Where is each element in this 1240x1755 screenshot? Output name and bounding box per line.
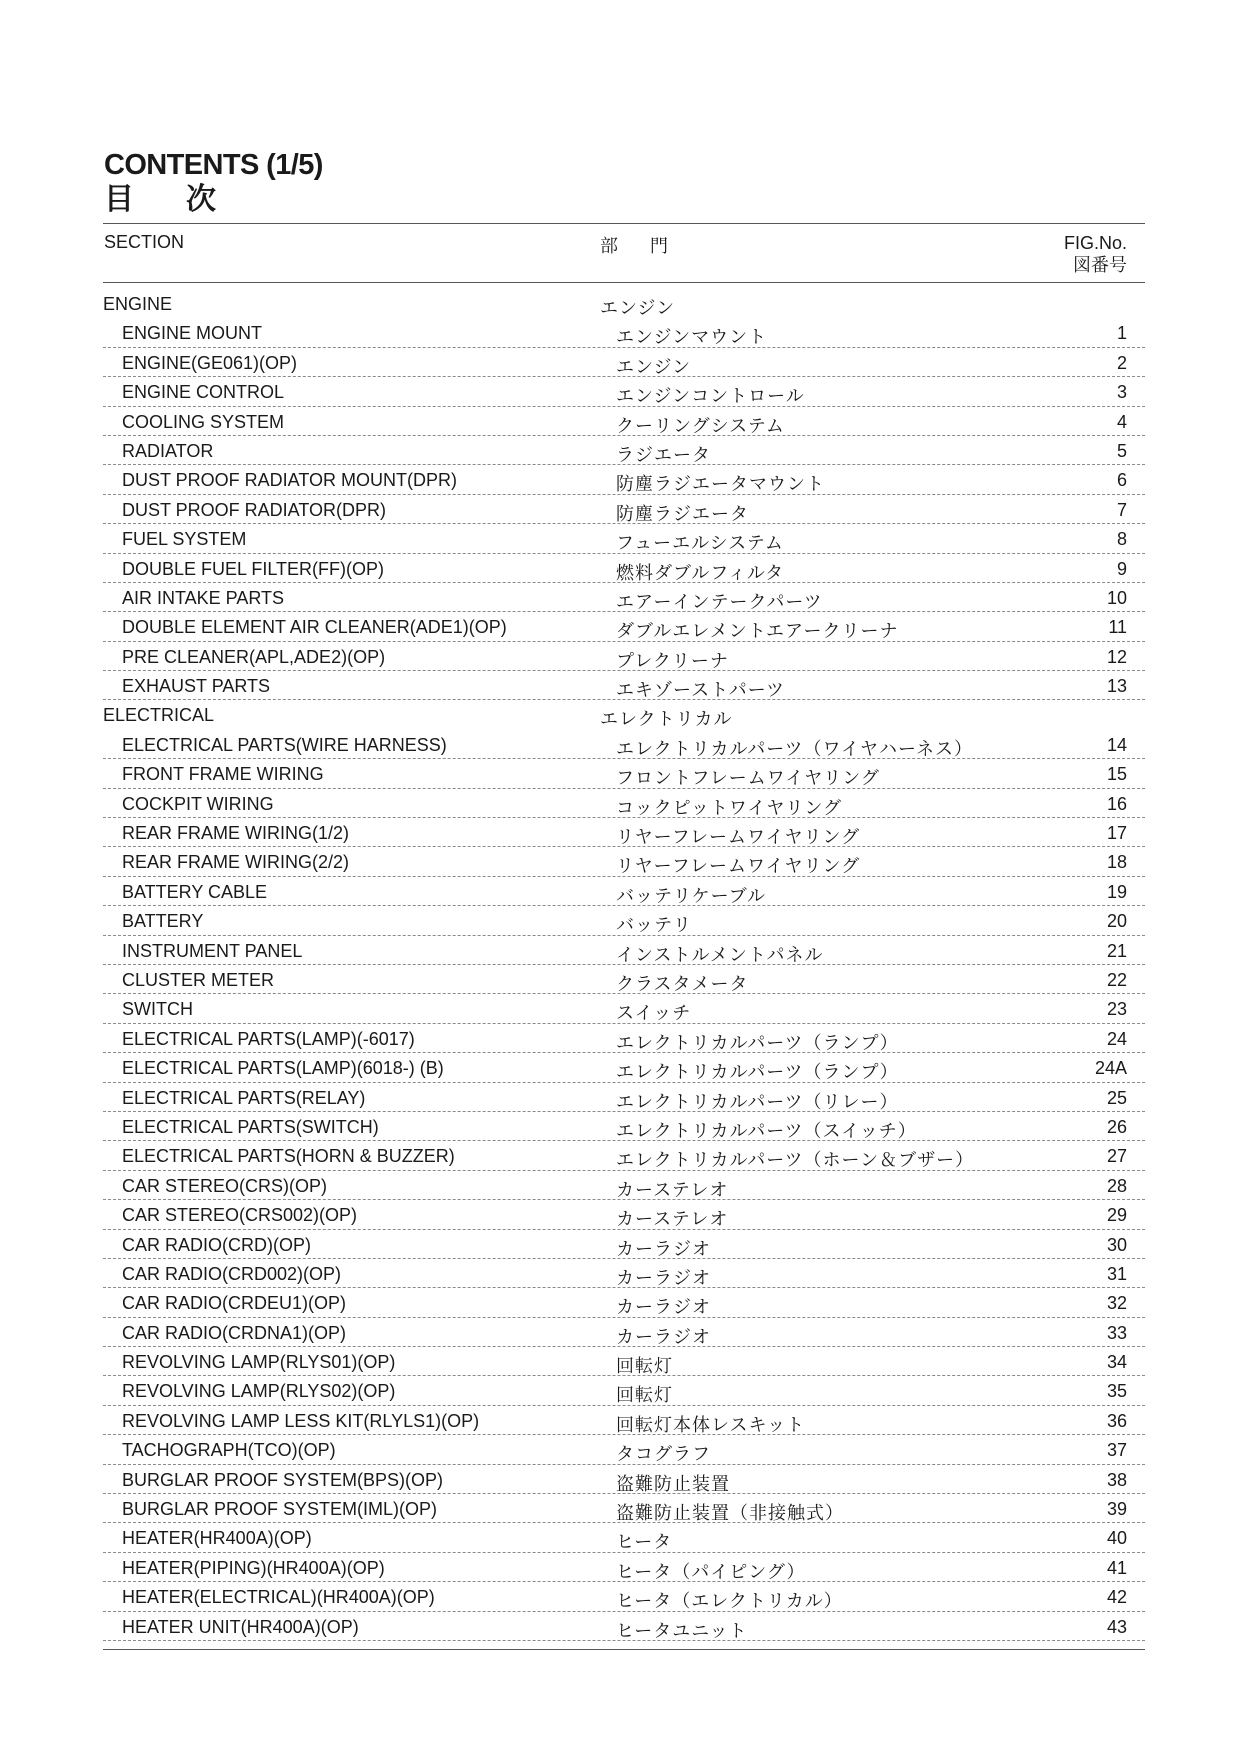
entry-japanese-label: 回転灯 — [616, 1385, 673, 1406]
entry-japanese-label: エレクトリカルパーツ（ランプ） — [616, 1062, 899, 1083]
entry-english-label: HEATER(ELECTRICAL)(HR400A)(OP) — [122, 1587, 435, 1608]
entry-fig-number: 22 — [1106, 969, 1127, 990]
entry-fig-number: 7 — [1116, 499, 1127, 520]
contents-row — [103, 1053, 1145, 1082]
contents-row — [103, 1376, 1145, 1405]
entry-japanese-label: エレクトリカル — [600, 709, 733, 730]
entry-japanese-label: ヒータ（エレクトリカル） — [616, 1591, 843, 1612]
entry-english-label: BATTERY — [122, 911, 204, 932]
entry-english-label: DOUBLE ELEMENT AIR CLEANER(ADE1)(OP) — [122, 617, 507, 638]
entry-fig-number: 36 — [1106, 1410, 1127, 1431]
entry-japanese-label: 盗難防止装置 — [616, 1473, 730, 1494]
column-header-fig-no-jp: 図番号 — [1073, 255, 1127, 275]
entry-japanese-label: リヤーフレームワイヤリング — [616, 856, 861, 877]
contents-row — [103, 407, 1145, 436]
entry-japanese-label: クラスタメータ — [616, 973, 749, 994]
entry-japanese-label: ヒータユニット — [616, 1620, 748, 1641]
entry-fig-number: 16 — [1106, 793, 1127, 814]
entry-fig-number: 18 — [1106, 852, 1127, 873]
entry-english-label: ENGINE CONTROL — [122, 382, 285, 403]
entry-fig-number: 25 — [1106, 1087, 1127, 1108]
contents-row — [103, 1112, 1145, 1141]
entry-japanese-label: エンジン — [600, 298, 676, 318]
entry-japanese-label: インストルメントパネル — [616, 944, 824, 965]
entry-fig-number: 10 — [1106, 587, 1127, 608]
entry-japanese-label: カーステレオ — [616, 1179, 729, 1200]
contents-row — [103, 583, 1145, 612]
entry-english-label: ELECTRICAL PARTS(LAMP)(-6017) — [122, 1028, 415, 1049]
entry-fig-number: 8 — [1116, 529, 1127, 550]
entry-fig-number: 15 — [1106, 764, 1127, 785]
contents-row — [103, 847, 1145, 876]
entry-fig-number: 43 — [1106, 1616, 1127, 1637]
entry-english-label: FRONT FRAME WIRING — [122, 764, 324, 785]
entry-japanese-label: 回転灯本体レスキット — [616, 1414, 806, 1435]
entry-fig-number: 27 — [1106, 1146, 1127, 1167]
entry-fig-number: 38 — [1106, 1469, 1127, 1490]
entry-fig-number: 39 — [1106, 1499, 1127, 1520]
contents-row — [103, 612, 1145, 641]
entry-english-label: CAR STEREO(CRS002)(OP) — [122, 1205, 358, 1226]
entry-japanese-label: スイッチ — [616, 1003, 692, 1024]
entry-english-label: ELECTRICAL — [103, 705, 215, 726]
entry-japanese-label: タコグラフ — [616, 1444, 711, 1465]
column-header-section: SECTION — [104, 232, 185, 252]
entry-japanese-label: 燃料ダブルフィルタ — [616, 562, 785, 583]
entry-english-label: BURGLAR PROOF SYSTEM(IML)(OP) — [122, 1499, 438, 1520]
contents-row — [103, 877, 1145, 906]
entry-fig-number: 6 — [1116, 470, 1127, 491]
entry-fig-number: 21 — [1106, 940, 1127, 961]
entry-fig-number: 26 — [1106, 1116, 1127, 1137]
entry-english-label: ENGINE(GE061)(OP) — [122, 352, 298, 373]
contents-row — [103, 1083, 1145, 1112]
entry-fig-number: 9 — [1116, 558, 1127, 579]
entry-japanese-label: カーラジオ — [616, 1326, 711, 1347]
entry-japanese-label: カーステレオ — [616, 1209, 729, 1230]
entry-fig-number: 34 — [1106, 1352, 1127, 1373]
entry-english-label: ELECTRICAL PARTS(LAMP)(6018-) (B) — [122, 1058, 444, 1079]
entry-english-label: HEATER(HR400A)(OP) — [122, 1528, 312, 1549]
column-header-bumon: 部門 — [600, 236, 700, 256]
entry-english-label: SWITCH — [122, 999, 193, 1020]
contents-row — [103, 377, 1145, 406]
contents-row — [103, 1230, 1145, 1259]
entry-japanese-label: ダブルエレメントエアークリーナ — [616, 621, 899, 642]
contents-row — [103, 318, 1145, 347]
entry-japanese-label: バッテリ — [616, 915, 692, 936]
entry-japanese-label: コックピットワイヤリング — [616, 797, 843, 818]
entry-fig-number: 35 — [1106, 1381, 1127, 1402]
entry-english-label: DUST PROOF RADIATOR(DPR) — [122, 499, 387, 520]
entry-japanese-label: エレクトリカルパーツ（ホーン＆ブザー） — [616, 1150, 975, 1171]
contents-row — [103, 1494, 1145, 1523]
entry-english-label: TACHOGRAPH(TCO)(OP) — [122, 1440, 336, 1461]
contents-row — [103, 524, 1145, 553]
entry-fig-number: 11 — [1108, 617, 1127, 638]
contents-row — [103, 936, 1145, 965]
entry-fig-number: 24A — [1094, 1058, 1127, 1079]
contents-row — [103, 1171, 1145, 1200]
entry-fig-number: 13 — [1106, 676, 1127, 697]
entry-fig-number: 17 — [1106, 823, 1127, 844]
entry-english-label: CAR RADIO(CRD002)(OP) — [122, 1263, 342, 1284]
entry-japanese-label: 回転灯 — [616, 1356, 673, 1377]
entry-english-label: ELECTRICAL PARTS(HORN & BUZZER) — [122, 1146, 455, 1167]
entry-japanese-label: エンジン — [616, 356, 692, 377]
contents-row — [103, 965, 1145, 994]
entry-english-label: ENGINE MOUNT — [122, 323, 263, 344]
entry-fig-number: 24 — [1106, 1028, 1127, 1049]
entry-fig-number: 33 — [1106, 1322, 1127, 1343]
entry-japanese-label: フロントフレームワイヤリング — [616, 768, 880, 789]
entry-fig-number: 14 — [1106, 734, 1127, 755]
section-heading-row — [103, 289, 1145, 318]
entry-fig-number: 3 — [1116, 382, 1127, 403]
entry-english-label: COCKPIT WIRING — [122, 793, 274, 814]
entry-fig-number: 42 — [1106, 1587, 1127, 1608]
entry-japanese-label: カーラジオ — [616, 1267, 711, 1288]
entry-english-label: CAR RADIO(CRDNA1)(OP) — [122, 1322, 347, 1343]
entry-fig-number: 32 — [1106, 1293, 1127, 1314]
entry-fig-number: 28 — [1106, 1175, 1127, 1196]
contents-row — [103, 1435, 1145, 1464]
header-bottom-rule — [103, 282, 1145, 283]
entry-japanese-label: ヒータ（パイピング） — [616, 1561, 806, 1582]
entry-japanese-label: フューエルシステム — [616, 533, 784, 554]
entry-english-label: INSTRUMENT PANEL — [122, 940, 303, 961]
entry-english-label: AIR INTAKE PARTS — [122, 587, 285, 608]
entry-japanese-label: カーラジオ — [616, 1297, 711, 1318]
entry-english-label: DUST PROOF RADIATOR MOUNT(DPR) — [122, 470, 458, 491]
entry-japanese-label: バッテリケーブル — [616, 885, 767, 906]
entry-english-label: EXHAUST PARTS — [122, 676, 271, 697]
entry-fig-number: 40 — [1106, 1528, 1127, 1549]
entry-japanese-label: 防塵ラジエータマウント — [616, 474, 825, 495]
contents-row — [103, 642, 1145, 671]
entry-english-label: ELECTRICAL PARTS(RELAY) — [122, 1087, 366, 1108]
entry-english-label: HEATER UNIT(HR400A)(OP) — [122, 1616, 359, 1637]
entry-fig-number: 1 — [1116, 323, 1127, 344]
entry-english-label: CAR RADIO(CRDEU1)(OP) — [122, 1293, 347, 1314]
entry-english-label: REAR FRAME WIRING(2/2) — [122, 852, 350, 873]
entry-fig-number: 31 — [1106, 1263, 1127, 1284]
entry-english-label: REVOLVING LAMP(RLYS01)(OP) — [122, 1352, 396, 1373]
entry-japanese-label: エアーインテークパーツ — [616, 591, 823, 612]
entry-english-label: REVOLVING LAMP LESS KIT(RLYLS1)(OP) — [122, 1410, 480, 1431]
page-title-japanese: 目次 — [104, 183, 268, 216]
entry-fig-number: 37 — [1106, 1440, 1127, 1461]
contents-bottom-rule — [103, 1649, 1145, 1650]
entry-english-label: CAR STEREO(CRS)(OP) — [122, 1175, 328, 1196]
entry-japanese-label: クーリングシステム — [616, 415, 785, 436]
contents-row — [103, 554, 1145, 583]
entry-fig-number: 4 — [1116, 411, 1127, 432]
contents-row — [103, 1318, 1145, 1347]
entry-english-label: COOLING SYSTEM — [122, 411, 285, 432]
entry-japanese-label: プレクリーナ — [616, 650, 729, 671]
contents-row — [103, 1288, 1145, 1317]
entry-english-label: FUEL SYSTEM — [122, 529, 247, 550]
contents-row — [103, 730, 1145, 759]
entry-japanese-label: エキゾーストパーツ — [616, 680, 786, 701]
entry-english-label: CAR RADIO(CRD)(OP) — [122, 1234, 311, 1255]
entry-japanese-label: エレクトリカルパーツ（ランプ） — [616, 1032, 899, 1053]
entry-fig-number: 19 — [1106, 881, 1127, 902]
contents-row — [103, 1200, 1145, 1229]
entry-japanese-label: カーラジオ — [616, 1238, 711, 1259]
entry-fig-number: 30 — [1106, 1234, 1127, 1255]
contents-row — [103, 1553, 1145, 1582]
contents-row — [103, 1024, 1145, 1053]
contents-row — [103, 495, 1145, 524]
section-heading-row — [103, 700, 1145, 729]
entry-japanese-label: エレクトリカルパーツ（リレー） — [616, 1091, 899, 1112]
entry-english-label: ELECTRICAL PARTS(SWITCH) — [122, 1116, 379, 1137]
entry-fig-number: 5 — [1116, 440, 1127, 461]
page-title — [104, 148, 323, 218]
column-header-fig-no-en: FIG.No. — [1063, 233, 1127, 253]
contents-row — [103, 1141, 1145, 1170]
entry-english-label: ELECTRICAL PARTS(WIRE HARNESS) — [122, 734, 447, 755]
entry-english-label: BURGLAR PROOF SYSTEM(BPS)(OP) — [122, 1469, 444, 1490]
entry-japanese-label: ヒータ — [616, 1532, 673, 1553]
entry-fig-number: 29 — [1106, 1205, 1127, 1226]
entry-japanese-label: エレクトリカルパーツ（ワイヤハーネス） — [616, 738, 974, 759]
entry-japanese-label: ラジエータ — [616, 444, 711, 465]
entry-english-label: REVOLVING LAMP(RLYS02)(OP) — [122, 1381, 396, 1402]
contents-row — [103, 1582, 1145, 1611]
contents-row — [103, 1523, 1145, 1552]
entry-english-label: RADIATOR — [122, 440, 214, 461]
entry-japanese-label: エレクトリカルパーツ（スイッチ） — [616, 1120, 917, 1141]
entry-english-label: BATTERY CABLE — [122, 881, 268, 902]
entry-english-label: ENGINE — [103, 294, 173, 314]
page-title-english: CONTENTS (1/5) — [104, 149, 323, 181]
contents-row — [103, 759, 1145, 788]
contents-row — [103, 1406, 1145, 1435]
contents-row — [103, 906, 1145, 935]
entry-english-label: HEATER(PIPING)(HR400A)(OP) — [122, 1557, 385, 1578]
contents-row — [103, 789, 1145, 818]
contents-row — [103, 671, 1145, 700]
entry-english-label: REAR FRAME WIRING(1/2) — [122, 823, 350, 844]
entry-fig-number: 23 — [1106, 999, 1127, 1020]
contents-row — [103, 1259, 1145, 1288]
entry-fig-number: 20 — [1106, 911, 1127, 932]
contents-row — [103, 465, 1145, 494]
entry-japanese-label: エンジンコントロール — [616, 386, 805, 407]
contents-row — [103, 1347, 1145, 1376]
entry-fig-number: 12 — [1106, 646, 1127, 667]
entry-english-label: DOUBLE FUEL FILTER(FF)(OP) — [122, 558, 385, 579]
contents-row — [103, 1465, 1145, 1494]
contents-row — [103, 818, 1145, 847]
entry-japanese-label: 盗難防止装置（非接触式） — [616, 1503, 844, 1524]
contents-list — [103, 289, 1145, 1641]
entry-fig-number: 2 — [1116, 352, 1127, 373]
entry-japanese-label: 防塵ラジエータ — [616, 503, 749, 524]
contents-row — [103, 436, 1145, 465]
entry-english-label: CLUSTER METER — [122, 969, 275, 990]
contents-row — [103, 1612, 1145, 1641]
entry-english-label: PRE CLEANER(APL,ADE2)(OP) — [122, 646, 386, 667]
column-header-fig-no — [1064, 232, 1127, 276]
header-top-rule — [103, 223, 1145, 224]
entry-fig-number: 41 — [1106, 1557, 1127, 1578]
entry-japanese-label: リヤーフレームワイヤリング — [616, 827, 861, 848]
entry-japanese-label: エンジンマウント — [616, 327, 768, 348]
contents-row — [103, 348, 1145, 377]
contents-row — [103, 994, 1145, 1023]
